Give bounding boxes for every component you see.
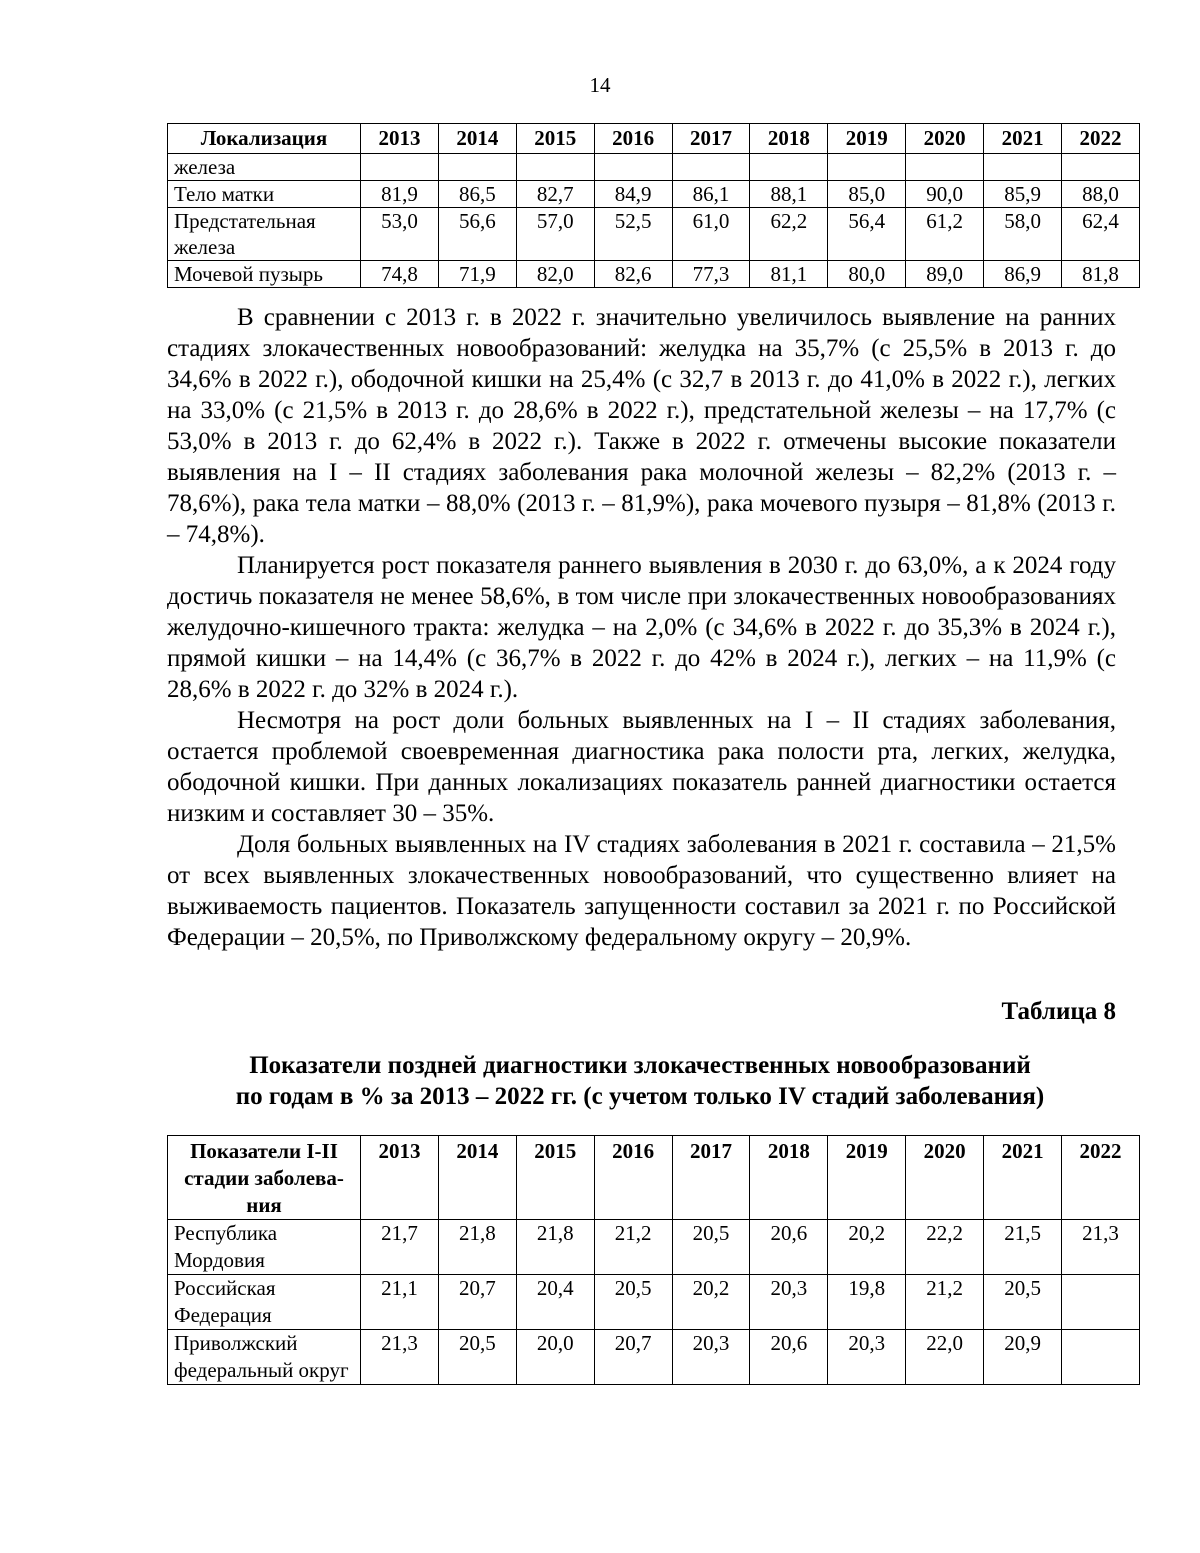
table-cell: 20,5 (438, 1330, 516, 1385)
column-header: 2021 (984, 124, 1062, 154)
column-header: 2019 (828, 1136, 906, 1220)
table-cell: 21,2 (594, 1220, 672, 1275)
table-cell: 58,0 (984, 208, 1062, 261)
column-header: 2017 (672, 1136, 750, 1220)
table-cell: 21,8 (516, 1220, 594, 1275)
column-header: 2019 (828, 124, 906, 154)
table-cell: 20,3 (828, 1330, 906, 1385)
table-cell (984, 154, 1062, 181)
table-cell: 53,0 (361, 208, 439, 261)
column-header: 2016 (594, 124, 672, 154)
paragraph: Планируется рост показателя раннего выявления в 2030 г. до 63,0%, а к 2024 году достичь показателя не менее 58,6%, в том числе при злокачественных новообразованиях желудочно-кишечного тракта: желудка – на 2,0% (с 34,6% в 2022 г. до 35,3% в 2024 г.), прямой кишки – на 14,4% (с 36,7% в 2022 г. до 42% в 2024 г.), легких – на 11,9% (с 28,6% в 2022 г. до 32% в 2024 г.). (167, 552, 1116, 703)
table-cell: 56,4 (828, 208, 906, 261)
paragraph: Доля больных выявленных на IV стадиях заболевания в 2021 г. составила – 21,5% от всех выявленных злокачественных новообразований, что существенно влияет на выживаемость пациентов. Показатель запущенности составил за 2021 г. по Российской Федерации – 20,5%, по Приволжскому федеральному округу – 20,9%. (167, 831, 1116, 951)
row-label: железа (168, 154, 361, 181)
table-cell (906, 154, 984, 181)
table-cell: 21,5 (984, 1220, 1062, 1275)
table-header-row (168, 1136, 1140, 1220)
column-header: 2013 (361, 124, 439, 154)
column-header: Локализация (168, 124, 361, 154)
column-header: 2015 (516, 1136, 594, 1220)
table-cell: 20,2 (828, 1220, 906, 1275)
table-cell: 90,0 (906, 181, 984, 208)
table-cell: 81,1 (750, 261, 828, 288)
column-header: 2014 (438, 124, 516, 154)
table-cell (672, 154, 750, 181)
column-header: 2018 (750, 124, 828, 154)
table-cell: 80,0 (828, 261, 906, 288)
table-cell: 20,4 (516, 1275, 594, 1330)
table-cell: 82,0 (516, 261, 594, 288)
table-cell: 57,0 (516, 208, 594, 261)
table-row (168, 1220, 1140, 1275)
row-label: Республика Мордовия (168, 1220, 361, 1275)
table-cell (1062, 1275, 1140, 1330)
column-header: 2022 (1062, 124, 1140, 154)
table-cell: 62,2 (750, 208, 828, 261)
table-cell: 88,1 (750, 181, 828, 208)
table-cell: 20,6 (750, 1220, 828, 1275)
table-cell: 85,9 (984, 181, 1062, 208)
table-row (168, 1275, 1140, 1330)
table-cell: 20,0 (516, 1330, 594, 1385)
column-header: Показатели I-II стадии заболева-ния (168, 1136, 361, 1220)
body-text (167, 302, 1116, 953)
table-header-row (168, 124, 1140, 154)
row-label: Приволжский федеральный округ (168, 1330, 361, 1385)
table-cell: 56,6 (438, 208, 516, 261)
column-header: 2020 (906, 124, 984, 154)
table-cell: 52,5 (594, 208, 672, 261)
table-cell: 61,0 (672, 208, 750, 261)
table-cell: 20,7 (594, 1330, 672, 1385)
table-cell (1062, 154, 1140, 181)
table-caption-line: Показатели поздней диагностики злокачественных новообразований (249, 1052, 1031, 1079)
table-cell: 71,9 (438, 261, 516, 288)
table-cell: 62,4 (1062, 208, 1140, 261)
table-cell (516, 154, 594, 181)
table-cell (750, 154, 828, 181)
table-row (168, 208, 1140, 261)
column-header: 2021 (984, 1136, 1062, 1220)
table-cell: 86,5 (438, 181, 516, 208)
table-cell: 88,0 (1062, 181, 1140, 208)
table-row (168, 154, 1140, 181)
table-cell: 61,2 (906, 208, 984, 261)
table-cell: 81,9 (361, 181, 439, 208)
row-label: Предстательная железа (168, 208, 361, 261)
table-cell: 21,2 (906, 1275, 984, 1330)
table-cell: 21,1 (361, 1275, 439, 1330)
table-cell: 77,3 (672, 261, 750, 288)
table-cell: 20,6 (750, 1330, 828, 1385)
table-cell: 82,7 (516, 181, 594, 208)
column-header: 2015 (516, 124, 594, 154)
table-cell: 86,1 (672, 181, 750, 208)
column-header: 2016 (594, 1136, 672, 1220)
table-cell: 89,0 (906, 261, 984, 288)
table-cell: 21,8 (438, 1220, 516, 1275)
table-cell: 82,6 (594, 261, 672, 288)
table-cell: 20,9 (984, 1330, 1062, 1385)
table-cell: 20,3 (750, 1275, 828, 1330)
table-cell: 21,7 (361, 1220, 439, 1275)
row-label: Мочевой пузырь (168, 261, 361, 288)
table-cell: 22,2 (906, 1220, 984, 1275)
paragraph: Несмотря на рост доли больных выявленных на I – II стадиях заболевания, остается проблемой своевременная диагностика рака полости рта, легких, желудка, ободочной кишки. При данных локализациях показатель ранней диагностики остается низким и составляет 30 – 35%. (167, 707, 1116, 827)
table-number: Таблица 8 (1001, 998, 1116, 1025)
column-header: 2017 (672, 124, 750, 154)
table-cell: 84,9 (594, 181, 672, 208)
table-caption (150, 1050, 1130, 1112)
table-cell (438, 154, 516, 181)
table-cell: 86,9 (984, 261, 1062, 288)
localization-table (167, 123, 1140, 288)
table-cell: 20,5 (984, 1275, 1062, 1330)
column-header: 2020 (906, 1136, 984, 1220)
table-row (168, 181, 1140, 208)
table-cell: 20,5 (672, 1220, 750, 1275)
table-cell (1062, 1330, 1140, 1385)
table-row (168, 261, 1140, 288)
column-header: 2018 (750, 1136, 828, 1220)
table-cell (594, 154, 672, 181)
table-cell: 19,8 (828, 1275, 906, 1330)
row-label: Тело матки (168, 181, 361, 208)
column-header: 2013 (361, 1136, 439, 1220)
late-diagnosis-table (167, 1135, 1140, 1385)
table-cell: 20,2 (672, 1275, 750, 1330)
table-cell (828, 154, 906, 181)
table-cell: 22,0 (906, 1330, 984, 1385)
table-cell: 74,8 (361, 261, 439, 288)
table-cell: 85,0 (828, 181, 906, 208)
table-cell: 20,3 (672, 1330, 750, 1385)
page-number: 14 (589, 73, 611, 97)
table-cell: 20,5 (594, 1275, 672, 1330)
table-cell: 21,3 (1062, 1220, 1140, 1275)
table-cell: 21,3 (361, 1330, 439, 1385)
paragraph: В сравнении с 2013 г. в 2022 г. значительно увеличилось выявление на ранних стадиях злокачественных новообразований: желудка на 35,7% (с 25,5% в 2013 г. до 34,6% в 2022 г.), ободочной кишки на 25,4% (с 32,7 в 2013 г. до 41,0% в 2022 г.), легких на 33,0% (с 21,5% в 2013 г. до 28,6% в 2022 г.), предстательной железы – на 17,7% (с 53,0% в 2013 г. до 62,4% в 2022 г.). Также в 2022 г. отмечены высокие показатели выявления на I – II стадиях заболевания рака молочной железы – 82,2% (2013 г. – 78,6%), рака тела матки – 88,0% (2013 г. – 81,9%), рака мочевого пузыря – 81,8% (2013 г. – 74,8%). (167, 304, 1116, 548)
column-header: 2022 (1062, 1136, 1140, 1220)
table-cell: 20,7 (438, 1275, 516, 1330)
table-cell: 81,8 (1062, 261, 1140, 288)
table-cell (361, 154, 439, 181)
column-header: 2014 (438, 1136, 516, 1220)
row-label: Российская Федерация (168, 1275, 361, 1330)
table-caption-line: по годам в % за 2013 – 2022 гг. (с учетом только IV стадий заболевания) (235, 1083, 1045, 1110)
table-row (168, 1330, 1140, 1385)
